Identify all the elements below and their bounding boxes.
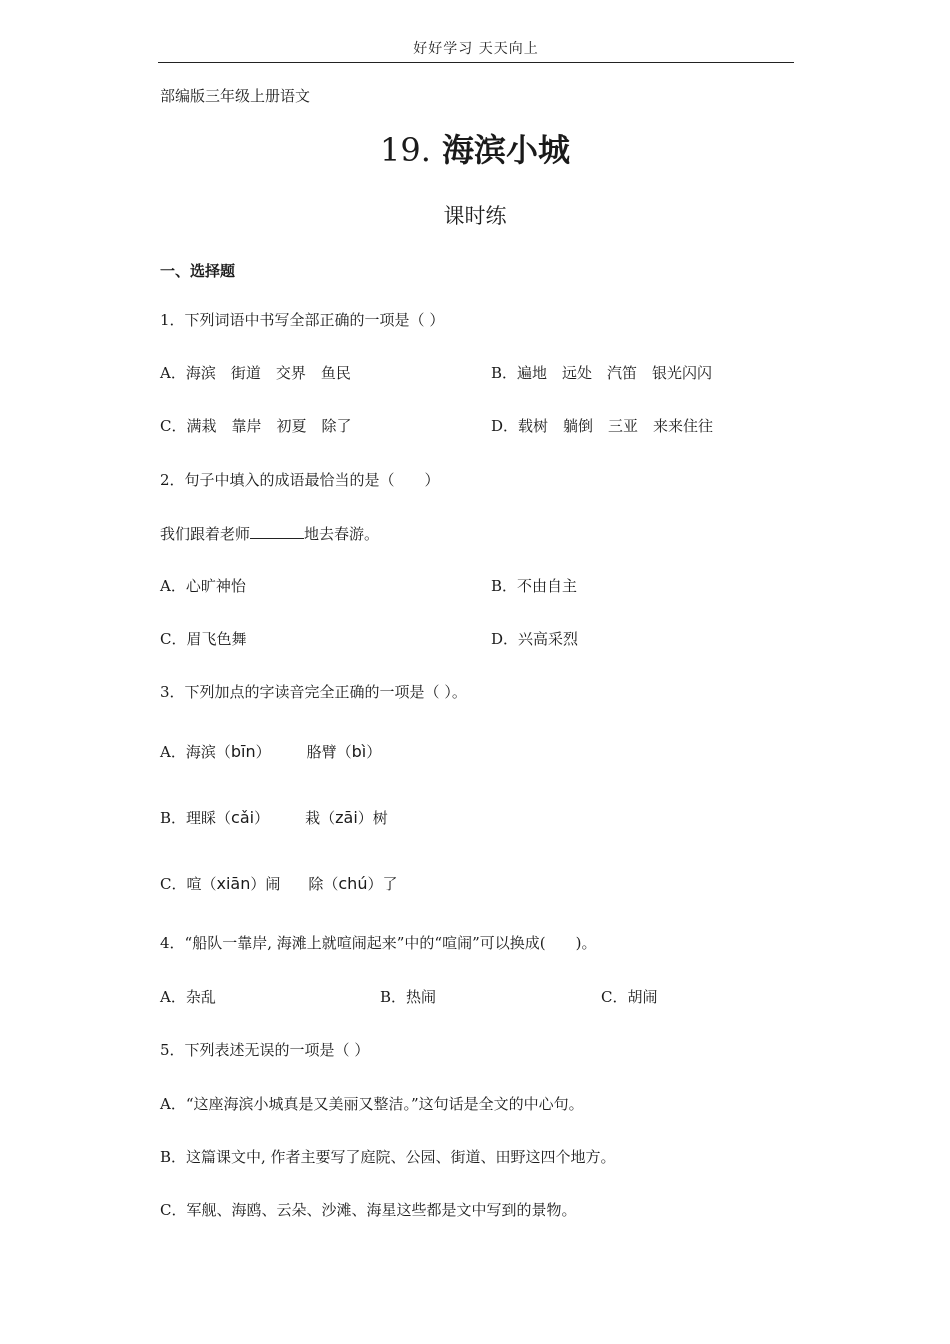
question-2-option-a: A．心旷神怡 bbox=[160, 577, 246, 595]
option-b-word1: B．理睬（ bbox=[160, 809, 232, 827]
question-2-sentence bbox=[160, 523, 379, 544]
question-5-option-a: A．“这座海滨小城真是又美丽又整洁。”这句话是全文的中心句。 bbox=[160, 1095, 584, 1113]
pinyin-bi: bì bbox=[351, 742, 367, 761]
page-header: 好好学习 天天向上 bbox=[413, 41, 539, 57]
pinyin-cai: cǎi bbox=[231, 808, 255, 827]
question-2-option-d: D．兴高采烈 bbox=[491, 630, 579, 648]
question-3-option-a bbox=[160, 742, 381, 762]
question-2-stem: 2．句子中填入的成语最恰当的是（ ） bbox=[160, 471, 440, 489]
sentence-prefix: 我们跟着老师 bbox=[160, 525, 251, 543]
option-c-word1-tail: ）闹 bbox=[250, 875, 281, 893]
fill-blank bbox=[250, 523, 304, 539]
paren-close: ） bbox=[255, 743, 271, 761]
question-4-option-a: A．杂乱 bbox=[160, 988, 216, 1006]
option-c-word2-tail: ）了 bbox=[367, 875, 398, 893]
question-5-option-b: B．这篇课文中, 作者主要写了庭院、公园、街道、田野这四个地方。 bbox=[160, 1148, 616, 1166]
question-4-option-c: C．胡闹 bbox=[601, 988, 658, 1006]
paren-close: ） bbox=[366, 743, 382, 761]
question-1-option-c: C．满栽 靠岸 初夏 除了 bbox=[160, 417, 352, 435]
header-rule bbox=[158, 62, 794, 63]
question-3-option-c bbox=[160, 874, 397, 894]
option-a-word2: 胳臂（ bbox=[306, 743, 352, 761]
lesson-name: 海滨小城 bbox=[442, 131, 571, 169]
option-c-word1: C．喧（ bbox=[160, 875, 217, 893]
paren-close: ） bbox=[254, 809, 270, 827]
option-c-word2: 除（ bbox=[308, 875, 339, 893]
pinyin-xian: xiān bbox=[216, 874, 251, 893]
option-b-word2-tail: ）树 bbox=[357, 809, 388, 827]
pinyin-zai: zāi bbox=[335, 808, 358, 827]
lesson-title bbox=[0, 130, 950, 170]
pinyin-bin: bīn bbox=[230, 742, 256, 761]
question-1-option-b: B．遍地 远处 汽笛 银光闪闪 bbox=[491, 364, 713, 382]
sentence-suffix: 地去春游。 bbox=[304, 525, 380, 543]
question-3-stem: 3．下列加点的字读音完全正确的一项是（ ）。 bbox=[160, 683, 467, 701]
lesson-subtitle: 课时练 bbox=[443, 204, 507, 228]
option-a-word1: A．海滨（ bbox=[160, 743, 231, 761]
question-1-option-a: A．海滨 街道 交界 鱼民 bbox=[160, 364, 351, 382]
option-b-word2: 栽（ bbox=[305, 809, 336, 827]
question-1-option-d: D．载树 躺倒 三亚 来来住往 bbox=[491, 417, 714, 435]
question-3-option-b bbox=[160, 808, 388, 828]
question-1-stem: 1．下列词语中书写全部正确的一项是（ ） bbox=[160, 311, 445, 329]
section-heading: 一、选择题 bbox=[160, 262, 236, 280]
question-4-option-b: B．热闹 bbox=[380, 988, 437, 1006]
pinyin-chu: chú bbox=[338, 874, 368, 893]
lesson-number: 19. bbox=[379, 131, 431, 169]
question-2-option-c: C．眉飞色舞 bbox=[160, 630, 247, 648]
edition-label: 部编版三年级上册语文 bbox=[160, 87, 311, 105]
question-4-stem: 4．“船队一靠岸, 海滩上就喧闹起来”中的“喧闹”可以换成( )。 bbox=[160, 934, 597, 952]
question-5-stem: 5．下列表述无误的一项是（ ） bbox=[160, 1041, 370, 1059]
question-2-option-b: B．不由自主 bbox=[491, 577, 578, 595]
question-5-option-c: C．军舰、海鸥、云朵、沙滩、海星这些都是文中写到的景物。 bbox=[160, 1201, 577, 1219]
